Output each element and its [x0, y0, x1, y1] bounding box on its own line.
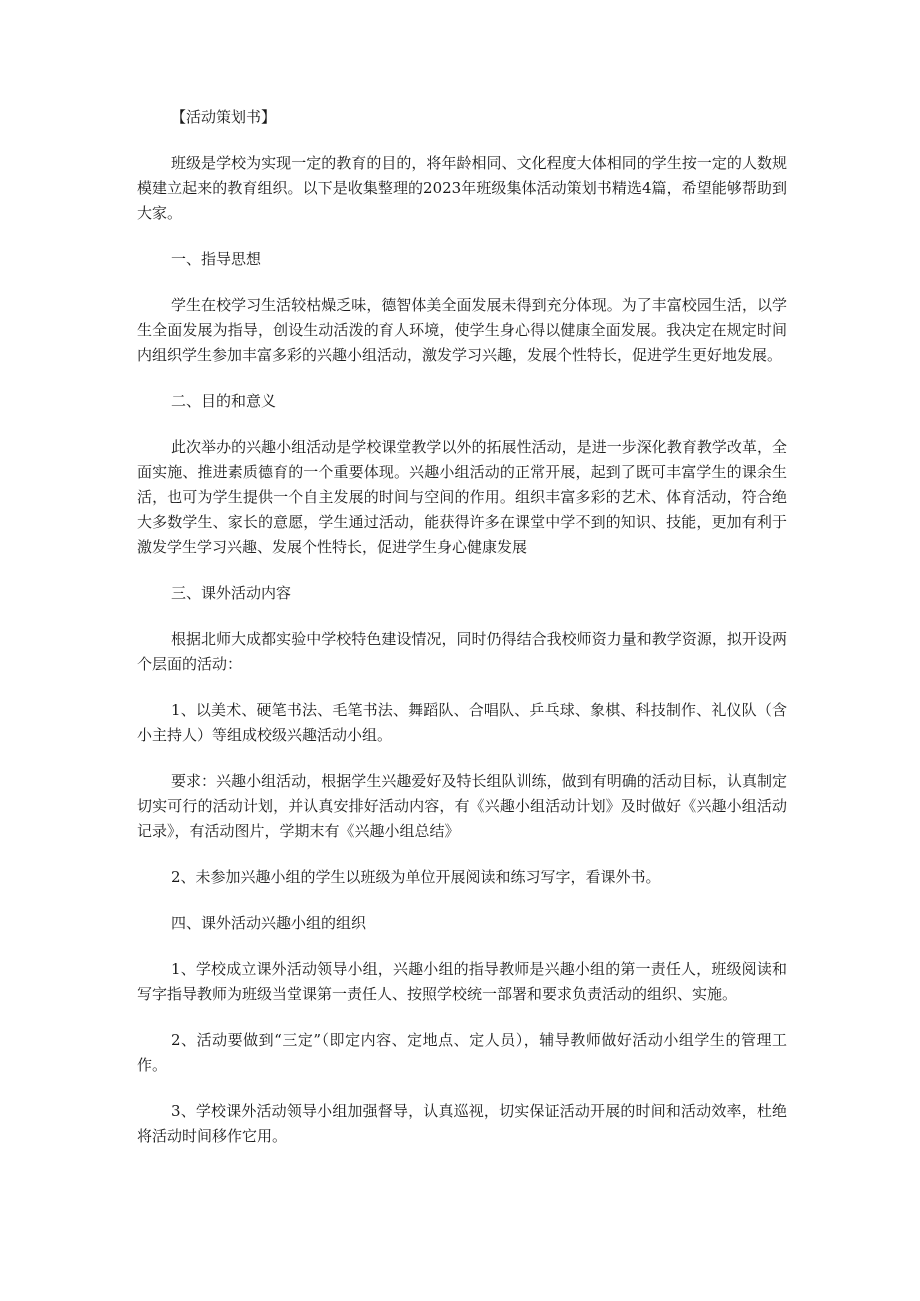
- document-body: [137, 105, 787, 1170]
- organization-item-3: 3、学校课外活动领导小组加强督导，认真巡视，切实保证活动开展的时间和活动效率，杜绝将活动时间移作它用。: [137, 1102, 787, 1145]
- document-title: 【活动策划书】: [171, 108, 277, 126]
- section-heading-purpose: 二、目的和意义: [171, 392, 277, 410]
- organization-item-2: 2、活动要做到“三定”（即定内容、定地点、定人员），辅导教师做好活动小组学生的管理工作。: [137, 1031, 787, 1074]
- purpose-paragraph: 此次举办的兴趣小组活动是学校课堂教学以外的拓展性活动，是进一步深化教育教学改革，全面实施、推进素质德育的一个重要体现。兴趣小组活动的正常开展，起到了既可丰富学生的课余生活，也可为学生提供一个自主发展的时间与空间的作用。组织丰富多彩的艺术、体育活动，符合绝大多数学生、家长的意愿，学生通过活动，能获得许多在课堂中学不到的知识、技能，更加有利于激发学生学习兴趣、发展个性特长，促进学生身心健康发展: [137, 438, 787, 556]
- section-heading-activity-content: 三、课外活动内容: [171, 584, 292, 602]
- section-heading-guiding-principle: 一、指导思想: [171, 250, 262, 268]
- activity-item-1: 1、以美术、硬笔书法、毛笔书法、舞蹈队、合唱队、乒乓球、象棋、科技制作、礼仪队（含小主持人）等组成校级兴趣活动小组。: [137, 701, 787, 744]
- activity-content-paragraph: 根据北师大成都实验中学校特色建设情况，同时仍得结合我校师资力量和教学资源，拟开设两个层面的活动：: [137, 630, 787, 673]
- activity-item-2: 2、未参加兴趣小组的学生以班级为单位开展阅读和练习写字，看课外书。: [171, 868, 661, 886]
- intro-paragraph: 班级是学校为实现一定的教育的目的，将年龄相同、文化程度大体相同的学生按一定的人数规模建立起来的教育组织。以下是收集整理的2023年班级集体活动策划书精选4篇，希望能够帮助到大家。: [137, 154, 787, 222]
- activity-requirements: 要求：兴趣小组活动，根据学生兴趣爱好及特长组队训练，做到有明确的活动目标，认真制定切实可行的活动计划，并认真安排好活动内容，有《兴趣小组活动计划》及时做好《兴趣小组活动记录》，有活动图片，学期末有《兴趣小组总结》: [137, 772, 787, 840]
- organization-item-1: 1、学校成立课外活动领导小组，兴趣小组的指导教师是兴趣小组的第一责任人，班级阅读和写字指导教师为班级当堂课第一责任人、按照学校统一部署和要求负责活动的组织、实施。: [137, 960, 787, 1003]
- guiding-principle-paragraph: 学生在校学习生活较枯燥乏味，德智体美全面发展未得到充分体现。为了丰富校园生活，以学生全面发展为指导，创设生动活泼的育人环境，使学生身心得以健康全面发展。我决定在规定时间内组织学生参加丰富多彩的兴趣小组活动，激发学习兴趣，发展个性特长，促进学生更好地发展。: [137, 296, 787, 364]
- section-heading-organization: 四、课外活动兴趣小组的组织: [171, 914, 367, 932]
